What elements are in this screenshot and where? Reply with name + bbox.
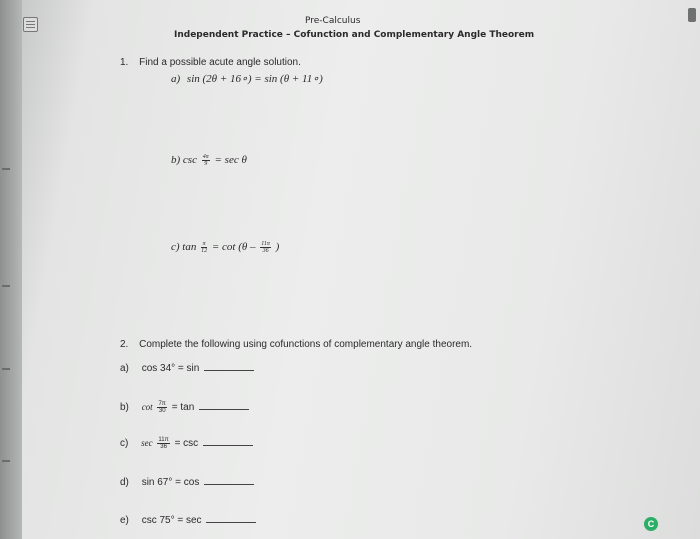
problem-2b	[120, 401, 249, 414]
item-label: d)	[120, 477, 129, 488]
problem-1b	[171, 154, 247, 167]
problem-2a	[120, 362, 254, 374]
fraction-denominator: 30	[158, 408, 166, 414]
equation-rhs: = sec θ	[214, 154, 247, 167]
item-label: a)	[171, 73, 181, 85]
answer-blank[interactable]	[203, 437, 253, 446]
edge-mark	[2, 168, 10, 170]
fraction-numerator: 4π	[202, 154, 209, 160]
problem-2d	[120, 476, 254, 488]
fraction-numerator: 11π	[261, 241, 270, 247]
answer-blank[interactable]	[204, 476, 254, 485]
item-label: c)	[120, 438, 129, 450]
question-number: 2.	[120, 339, 129, 350]
expression-lhs: cot	[141, 402, 153, 413]
fraction	[260, 241, 271, 254]
question-instruction: Complete the following using cofunctions of complementary angle theorem.	[139, 339, 473, 350]
page-title: Pre-Calculus	[305, 16, 361, 26]
equation-end: )	[275, 241, 280, 254]
question-2	[120, 339, 472, 350]
item-label: a)	[120, 363, 129, 374]
question-1	[120, 57, 301, 68]
fraction-denominator: 9	[204, 161, 208, 167]
answer-blank[interactable]	[204, 362, 254, 371]
fraction	[202, 154, 210, 167]
item-label: b)	[171, 154, 181, 167]
item-label: c)	[171, 241, 180, 254]
problem-1c	[171, 241, 279, 254]
fraction	[201, 241, 207, 254]
fraction-denominator: 36	[262, 248, 269, 254]
expression-rhs: = tan	[171, 402, 195, 414]
equation-mid: = cot (θ –	[211, 241, 256, 254]
fraction-numerator: 11π	[158, 437, 169, 443]
page-subtitle: Independent Practice – Cofunction and Complementary Angle Theorem	[174, 30, 535, 40]
fraction-denominator: 36	[160, 444, 167, 450]
edge-mark	[2, 285, 10, 287]
equation-lhs: tan	[182, 241, 197, 254]
left-edge-shadow	[0, 0, 22, 539]
item-label: e)	[120, 515, 129, 526]
app-badge-icon[interactable]: C	[644, 517, 658, 531]
fraction-numerator: π	[202, 241, 206, 247]
question-number: 1.	[120, 57, 129, 68]
answer-blank[interactable]	[199, 401, 249, 410]
expression: sin 67° = cos	[141, 477, 200, 488]
edge-mark	[2, 460, 10, 462]
problem-1a	[171, 72, 323, 85]
edge-mark	[2, 368, 10, 370]
expression-rhs: = csc	[174, 438, 199, 450]
document-icon	[23, 17, 38, 32]
corner-tab	[688, 8, 696, 22]
answer-blank[interactable]	[206, 514, 256, 523]
problem-2e	[120, 514, 256, 526]
fraction	[157, 401, 166, 414]
item-label: b)	[120, 402, 129, 414]
expression: csc 75° = sec	[141, 515, 202, 526]
expression: cos 34° = sin	[141, 363, 200, 374]
fraction-denominator: 12	[201, 248, 208, 254]
equation-lhs: csc	[182, 154, 197, 167]
fraction-numerator: 7π	[158, 401, 166, 407]
fraction	[157, 437, 169, 450]
expression-lhs: sec	[141, 438, 153, 449]
question-instruction: Find a possible acute angle solution.	[139, 57, 301, 68]
problem-2c	[120, 437, 253, 450]
equation: sin (2θ + 16∘) = sin (θ + 11∘)	[186, 73, 323, 85]
